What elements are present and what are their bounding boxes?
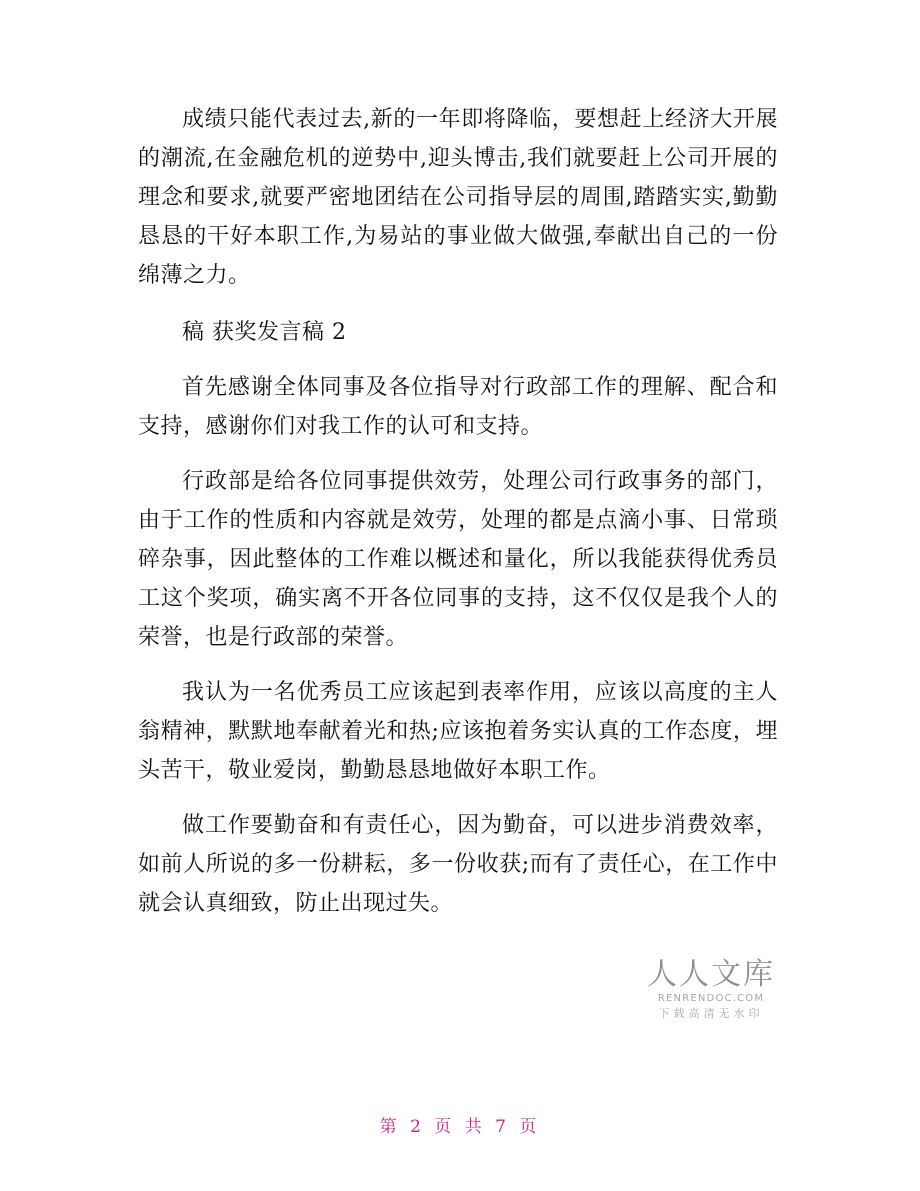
- page-number-footer: 第 2 页 共 7 页: [379, 1117, 541, 1137]
- section-heading: 稿 获奖发言稿 2: [182, 320, 347, 345]
- paragraph-5: 做工作要勤奋和有责任心，因为勤奋，可以进步消费效率，如前人所说的多一份耕耘，多一份收获;而有了责任心，在工作中就会认真细致，防止出现过失。: [138, 813, 778, 916]
- paragraph-1: 成绩只能代表过去,新的一年即将降临，要想赶上经济大开展的潮流,在金融危机的逆势中,迎头博击,我们就要赶上公司开展的理念和要求,就要严密地团结在公司指导层的周围,踏踏实实,勤勤恳恳的干好本职工作,为易站的事业做大做强,奉献出自己的一份绵薄之力。: [138, 107, 778, 288]
- paragraph-4: 我认为一名优秀员工应该起到表率作用，应该以高度的主人翁精神，默默地奉献着光和热;应该抱着务实认真的工作态度，埋头苦干，敬业爱岗，勤勤恳恳地做好本职工作。: [138, 680, 778, 783]
- watermark-logo: [646, 958, 776, 1021]
- watermark-title: 人人文库: [647, 957, 775, 992]
- paragraph-2: 首先感谢全体同事及各位指导对行政部工作的理解、配合和支持，感谢你们对我工作的认可和支持。: [138, 375, 778, 439]
- watermark-subtitle: 下载高清无水印: [658, 1007, 764, 1020]
- document-page: [138, 100, 778, 939]
- watermark-url: RENRENDOC.COM: [657, 993, 765, 1004]
- paragraph-3: 行政部是给各位同事提供效劳，处理公司行政事务的部门，由于工作的性质和内容就是效劳，处理的都是点滴小事、日常琐碎杂事，因此整体的工作难以概述和量化，所以我能获得优秀员工这个奖项，确实离不开各位同事的支持，这不仅仅是我个人的荣誉，也是行政部的荣誉。: [138, 469, 778, 650]
